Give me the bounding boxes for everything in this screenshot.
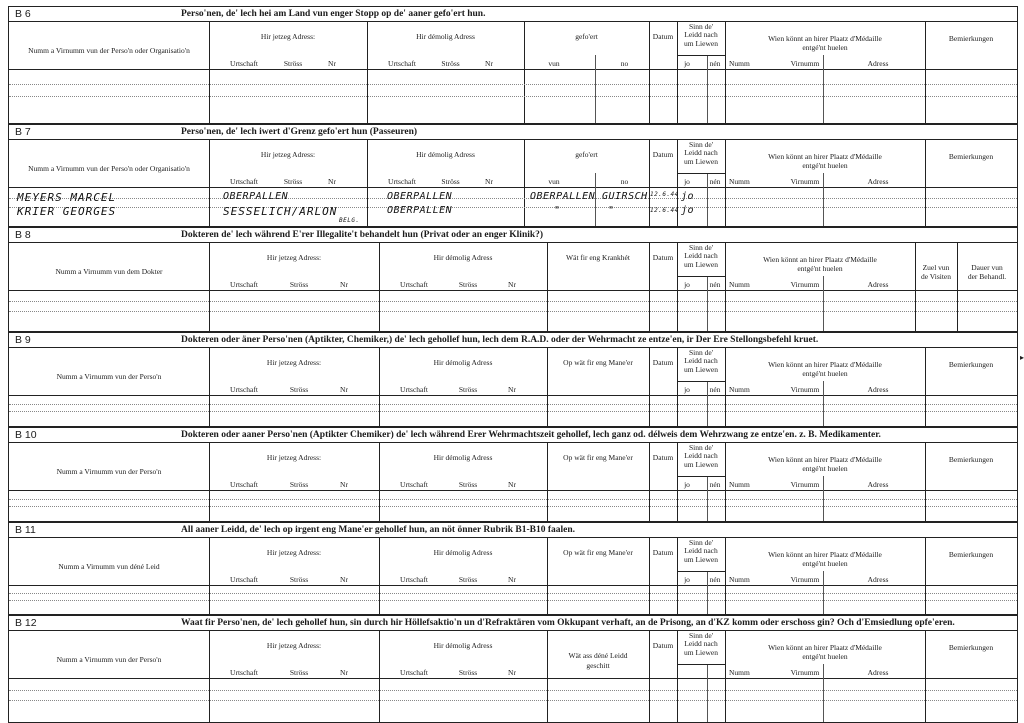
name-column-header: Numm a Virnumm vun déné Leid: [58, 562, 160, 571]
column-divider: [707, 173, 708, 226]
street-header: Ströss: [289, 480, 309, 489]
section-b10: [8, 427, 1018, 522]
dotted-line: [9, 499, 1017, 500]
dotted-line: [9, 593, 1017, 594]
yes-header: jo: [684, 575, 690, 584]
from-header: vun: [548, 177, 560, 186]
street-header: Ströss: [289, 575, 309, 584]
street-header: Ströss: [289, 668, 309, 677]
former-address-header: Hir démolig Adress: [433, 641, 493, 650]
section-code: B 9: [15, 334, 31, 346]
medal-firstname-header: Virnumm: [790, 480, 820, 489]
section-grid: [9, 348, 1017, 426]
dotted-line: [9, 411, 1017, 412]
row-divider: [677, 381, 725, 382]
row-divider: [9, 290, 1017, 291]
alive-header-3: um Liewen: [684, 260, 718, 269]
visits-header-2: de Visiten: [920, 272, 952, 281]
no-header: nén: [709, 177, 721, 186]
dotted-line: [9, 700, 1017, 701]
name-column-header: Numm a Virnumm vun der Perso'n: [56, 467, 162, 476]
section-code: B 7: [15, 126, 31, 138]
column-divider: [707, 55, 708, 123]
section-header: [9, 428, 1017, 443]
medal-header-2: entgé'nt huelen: [802, 43, 848, 52]
duration-header-1: Dauer vun: [971, 263, 1003, 272]
section-grid: [9, 22, 1017, 123]
medal-header-2: entgé'nt huelen: [802, 559, 848, 568]
column-divider: [707, 664, 708, 722]
nr-header: Nr: [485, 177, 493, 186]
street-header: Ströss: [458, 668, 478, 677]
section-title: Perso'nen, de' lech iwert d'Grenz gefo'ert hun (Passeuren): [181, 127, 418, 137]
medal-address-header: Adress: [867, 59, 889, 68]
section-b6: [8, 6, 1018, 124]
alive-header-2: Leidd nach: [684, 251, 718, 260]
town-header: Urtschaft: [230, 177, 258, 186]
nr-header: Nr: [340, 385, 348, 394]
handwritten-to-2: ": [608, 205, 615, 216]
row-divider: [9, 678, 1017, 679]
medal-header-2: entgé'nt huelen: [802, 652, 848, 661]
row-divider: [677, 571, 725, 572]
remarks-header: Bemierkungen: [948, 152, 994, 161]
alive-header-1: Sinn de': [688, 538, 714, 547]
dotted-line: [9, 96, 1017, 97]
alive-header-2: Leidd nach: [684, 451, 718, 460]
medal-name-header: Numm: [729, 177, 750, 186]
section-b8: [8, 227, 1018, 332]
row-divider: [677, 55, 725, 56]
date-header: Datum: [652, 150, 674, 159]
dotted-line: [9, 301, 1017, 302]
column-divider: [823, 55, 824, 123]
column-divider: [707, 276, 708, 331]
section-grid: [9, 243, 1017, 331]
visits-header-1: Zuel vun: [922, 263, 950, 272]
row-divider: [677, 276, 725, 277]
section-b7: [8, 124, 1018, 227]
town-header: Urtschaft: [388, 59, 416, 68]
row-divider: [677, 476, 725, 477]
remarks-header: Bemierkungen: [948, 550, 994, 559]
town-header: Urtschaft: [388, 177, 416, 186]
column-divider: [957, 243, 958, 331]
nr-header: Nr: [508, 280, 516, 289]
alive-header-1: Sinn de': [688, 348, 714, 357]
medal-header-2: entgé'nt huelen: [802, 161, 848, 170]
manner-header: Op wät fir eng Mane'er: [563, 358, 633, 367]
former-address-header: Hir démolig Adress: [433, 358, 493, 367]
no-header: nén: [709, 480, 721, 489]
to-header: no: [620, 177, 629, 186]
current-address-header: Hir jetzeg Adress:: [266, 641, 322, 650]
current-address-header: Hir jetzeg Adress:: [266, 548, 322, 557]
street-header: Ströss: [458, 480, 478, 489]
edge-mark: ▸: [1019, 353, 1024, 362]
dotted-line: [9, 600, 1017, 601]
section-title: Dokteren oder aaner Perso'nen (Aptikter Chemiker) de' lech während Erer Wehrmachtszeit gehollef, lech ganz od. délweis dem Wehrzwang ze entze'en. z. B. Medikamenter.: [181, 430, 881, 440]
section-code: B 10: [15, 429, 37, 441]
handwritten-current-1: OBERPALLEN: [223, 191, 289, 202]
section-grid: [9, 443, 1017, 521]
date-header: Datum: [652, 641, 674, 650]
dotted-line: [9, 690, 1017, 691]
nr-header: Nr: [508, 668, 516, 677]
section-code: B 12: [15, 617, 37, 629]
yes-header: jo: [684, 385, 690, 394]
medal-name-header: Numm: [729, 480, 750, 489]
handwritten-name-1: MEYERS MARCEL: [17, 191, 117, 204]
street-header: Ströss: [289, 280, 309, 289]
alive-header-3: um Liewen: [684, 648, 718, 657]
alive-header-2: Leidd nach: [684, 30, 718, 39]
medal-firstname-header: Virnumm: [790, 177, 820, 186]
current-address-header: Hir jetzeg Adress:: [266, 453, 322, 462]
alive-header-1: Sinn de': [688, 631, 714, 640]
name-column-header: Numm a Virnumm vun der Perso'n: [56, 372, 162, 381]
section-b9: [8, 332, 1018, 427]
medal-firstname-header: Virnumm: [790, 280, 820, 289]
medal-header-2: entgé'nt huelen: [797, 264, 843, 273]
medal-name-header: Numm: [729, 385, 750, 394]
name-column-header: Numm a Virnumm vun dem Dokter: [55, 267, 163, 276]
handwritten-name-2: KRIER GEORGES: [17, 205, 117, 218]
to-header: no: [620, 59, 629, 68]
medal-address-header: Adress: [867, 668, 889, 677]
remarks-header: Bemierkungen: [948, 643, 994, 652]
medal-address-header: Adress: [867, 280, 889, 289]
nr-header: Nr: [485, 59, 493, 68]
row-divider: [677, 173, 725, 174]
date-header: Datum: [652, 548, 674, 557]
date-header: Datum: [652, 32, 674, 41]
illness-header: Wät fir eng Krankhét: [566, 253, 630, 262]
section-header: [9, 333, 1017, 348]
town-header: Urtschaft: [230, 480, 258, 489]
section-title: Waat fir Perso'nen, de' lech gehollef hun, sin durch hir Höllefsaktio'n un d'Refraktären vom Okkupant verhaft, an de Prisong, an d'KZ komm oder erschoss gin? Och d'Emsiedlung opfe'eren.: [181, 618, 955, 628]
row-divider: [9, 395, 1017, 396]
row-divider: [677, 664, 725, 665]
street-header: Ströss: [283, 177, 303, 186]
date-header: Datum: [652, 453, 674, 462]
medal-header-1: Wien könnt an hirer Plaatz d'Médaille: [768, 34, 882, 43]
dotted-line: [9, 506, 1017, 507]
medal-header-1: Wien könnt an hirer Plaatz d'Médaille: [768, 550, 882, 559]
town-header: Urtschaft: [230, 280, 258, 289]
date-header: Datum: [652, 358, 674, 367]
no-header: nén: [709, 59, 721, 68]
town-header: Urtschaft: [230, 385, 258, 394]
row-divider: [9, 69, 1017, 70]
section-header: [9, 523, 1017, 538]
medal-name-header: Numm: [729, 668, 750, 677]
row-divider: [9, 187, 1017, 188]
handwritten-from-2: ": [554, 205, 561, 216]
street-header: Ströss: [458, 575, 478, 584]
dotted-line: [9, 311, 1017, 312]
nr-header: Nr: [328, 59, 336, 68]
nr-header: Nr: [340, 575, 348, 584]
medal-address-header: Adress: [867, 385, 889, 394]
medal-firstname-header: Virnumm: [790, 59, 820, 68]
medal-header-1: Wien könnt an hirer Plaatz d'Médaille: [768, 152, 882, 161]
section-code: B 11: [15, 524, 36, 536]
street-header: Ströss: [289, 385, 309, 394]
section-b11: [8, 522, 1018, 615]
alive-header-1: Sinn de': [688, 243, 714, 252]
resistance-form: [8, 6, 1018, 723]
name-column-header: Numm a Virnumm vun der Perso'n oder Organisatio'n: [28, 46, 190, 55]
alive-header-3: um Liewen: [684, 365, 718, 374]
dotted-line: [9, 207, 1017, 208]
no-header: nén: [709, 280, 721, 289]
handwritten-from-1: OBERPALLEN: [530, 191, 596, 202]
medal-address-header: Adress: [867, 575, 889, 584]
handwritten-date-2: 12.6.44: [650, 207, 679, 214]
alive-header-3: um Liewen: [684, 157, 718, 166]
medal-firstname-header: Virnumm: [790, 668, 820, 677]
section-grid: [9, 538, 1017, 614]
alive-header-1: Sinn de': [688, 140, 714, 149]
column-divider: [707, 571, 708, 614]
column-divider: [707, 381, 708, 426]
duration-header-2: der Behandl.: [967, 272, 1007, 281]
alive-header-2: Leidd nach: [684, 148, 718, 157]
column-divider: [595, 55, 596, 123]
section-title: All aaner Leidd, de' lech op irgent eng Mane'er gehollef hun, an nöt önner Rubrik B1-B10 faalen.: [181, 525, 576, 535]
alive-header-2: Leidd nach: [684, 546, 718, 555]
medal-firstname-header: Virnumm: [790, 385, 820, 394]
medal-name-header: Numm: [729, 575, 750, 584]
medal-header-2: entgé'nt huelen: [802, 369, 848, 378]
town-header: Urtschaft: [230, 668, 258, 677]
town-header: Urtschaft: [230, 575, 258, 584]
section-code: B 6: [15, 8, 31, 20]
nr-header: Nr: [508, 480, 516, 489]
name-column-header: Numm a Virnumm vun der Perso'n: [56, 655, 162, 664]
yes-header: jo: [684, 480, 690, 489]
street-header: Ströss: [441, 59, 460, 68]
name-column-header: Numm a Virnumm vun der Perso'n oder Organisatio'n: [28, 164, 190, 173]
column-divider: [823, 571, 824, 614]
street-header: Ströss: [458, 280, 478, 289]
town-header: Urtschaft: [400, 385, 428, 394]
manner-header: Op wät fir eng Mane'er: [563, 548, 633, 557]
medal-name-header: Numm: [729, 280, 750, 289]
nr-header: Nr: [340, 280, 348, 289]
column-divider: [915, 243, 916, 331]
alive-header-3: um Liewen: [684, 555, 718, 564]
former-address-header: Hir démolig Adress: [416, 150, 475, 159]
town-header: Urtschaft: [400, 668, 428, 677]
section-title: Dokteren de' lech während E'rer Illegalite't behandelt hun (Privat oder an enger Klinik?): [181, 230, 544, 240]
nr-header: Nr: [508, 575, 516, 584]
yes-header: jo: [684, 59, 690, 68]
yes-header: jo: [684, 280, 690, 289]
handwritten-current-2: SESSELICH/ARLON: [223, 205, 338, 218]
column-divider: [823, 276, 824, 331]
medal-header-1: Wien könnt an hirer Plaatz d'Médaille: [768, 455, 882, 464]
handwritten-alive-2: jo: [681, 205, 695, 216]
medal-address-header: Adress: [867, 177, 889, 186]
former-address-header: Hir démolig Adress: [433, 253, 493, 262]
medal-address-header: Adress: [867, 480, 889, 489]
manner-header: Op wät fir eng Mane'er: [563, 453, 633, 462]
yes-header: jo: [684, 177, 690, 186]
section-title: Dokteren oder äner Perso'nen (Aptikter, Chemiker,) de' lech gehollef hun, lech dem R.A.D. oder der Wehrmacht ze entze'en, ir Der Ere Stellongsbefehl kruet.: [181, 335, 819, 345]
section-b12: [8, 615, 1018, 723]
section-header: [9, 616, 1017, 631]
town-header: Urtschaft: [400, 280, 428, 289]
nr-header: Nr: [340, 480, 348, 489]
street-header: Ströss: [283, 59, 303, 68]
column-divider: [823, 476, 824, 521]
alive-header-1: Sinn de': [688, 22, 714, 31]
date-header: Datum: [652, 253, 674, 262]
column-divider: [823, 664, 824, 722]
current-address-header: Hir jetzeg Adress:: [266, 358, 322, 367]
town-header: Urtschaft: [400, 480, 428, 489]
row-divider: [9, 585, 1017, 586]
section-title: Perso'nen, de' lech hei am Land vun enger Stopp op de' aaner gefo'ert hun.: [181, 9, 486, 19]
current-address-header: Hir jetzeg Adress:: [266, 253, 322, 262]
remarks-header: Bemierkungen: [948, 455, 994, 464]
dotted-line: [9, 404, 1017, 405]
handwritten-current-note: BELG.: [339, 217, 360, 224]
happened-header: Wät ass déné Leidd: [568, 651, 628, 660]
dotted-line: [9, 84, 1017, 85]
current-address-header: Hir jetzeg Adress:: [260, 150, 316, 159]
current-address-header: Hir jetzeg Adress:: [260, 32, 316, 41]
remarks-header: Bemierkungen: [948, 360, 994, 369]
medal-name-header: Numm: [729, 59, 750, 68]
medal-header-1: Wien könnt an hirer Plaatz d'Médaille: [768, 643, 882, 652]
medal-header-1: Wien könnt an hirer Plaatz d'Médaille: [768, 360, 882, 369]
column-divider: [707, 476, 708, 521]
handwritten-alive-1: jo: [681, 191, 695, 202]
dotted-line: [9, 198, 1017, 199]
handwritten-date-1: 12.6.44: [650, 191, 679, 198]
no-header: nén: [709, 385, 721, 394]
nr-header: Nr: [340, 668, 348, 677]
column-divider: [823, 173, 824, 226]
street-header: Ströss: [441, 177, 460, 186]
section-code: B 8: [15, 229, 31, 241]
row-divider: [9, 490, 1017, 491]
street-header: Ströss: [458, 385, 478, 394]
former-address-header: Hir démolig Adress: [433, 548, 493, 557]
column-divider: [547, 631, 548, 722]
alive-header-3: um Liewen: [684, 460, 718, 469]
section-header: [9, 125, 1017, 140]
section-grid: [9, 631, 1017, 722]
alive-header-3: um Liewen: [684, 39, 718, 48]
alive-header-2: Leidd nach: [684, 639, 718, 648]
handwritten-former-1: OBERPALLEN: [387, 191, 453, 202]
alive-header-2: Leidd nach: [684, 356, 718, 365]
medal-header-1: Wien könnt an hirer Plaatz d'Médaille: [763, 255, 877, 264]
former-address-header: Hir démolig Adress: [416, 32, 475, 41]
handwritten-to-1: GUIRSCH: [602, 191, 648, 202]
section-header: [9, 228, 1017, 243]
from-header: vun: [548, 59, 560, 68]
fled-header: gefo'ert: [575, 32, 598, 41]
no-header: nén: [709, 575, 721, 584]
nr-header: Nr: [508, 385, 516, 394]
handwritten-former-2: OBERPALLEN: [387, 205, 453, 216]
happened-header-2: geschitt: [586, 661, 610, 670]
town-header: Urtschaft: [230, 59, 258, 68]
column-divider: [823, 381, 824, 426]
remarks-header: Bemierkungen: [948, 34, 994, 43]
nr-header: Nr: [328, 177, 336, 186]
town-header: Urtschaft: [400, 575, 428, 584]
section-header: [9, 7, 1017, 22]
medal-firstname-header: Virnumm: [790, 575, 820, 584]
section-grid: [9, 140, 1017, 226]
medal-header-2: entgé'nt huelen: [802, 464, 848, 473]
fled-header: gefo'ert: [575, 150, 598, 159]
alive-header-1: Sinn de': [688, 443, 714, 452]
former-address-header: Hir démolig Adress: [433, 453, 493, 462]
